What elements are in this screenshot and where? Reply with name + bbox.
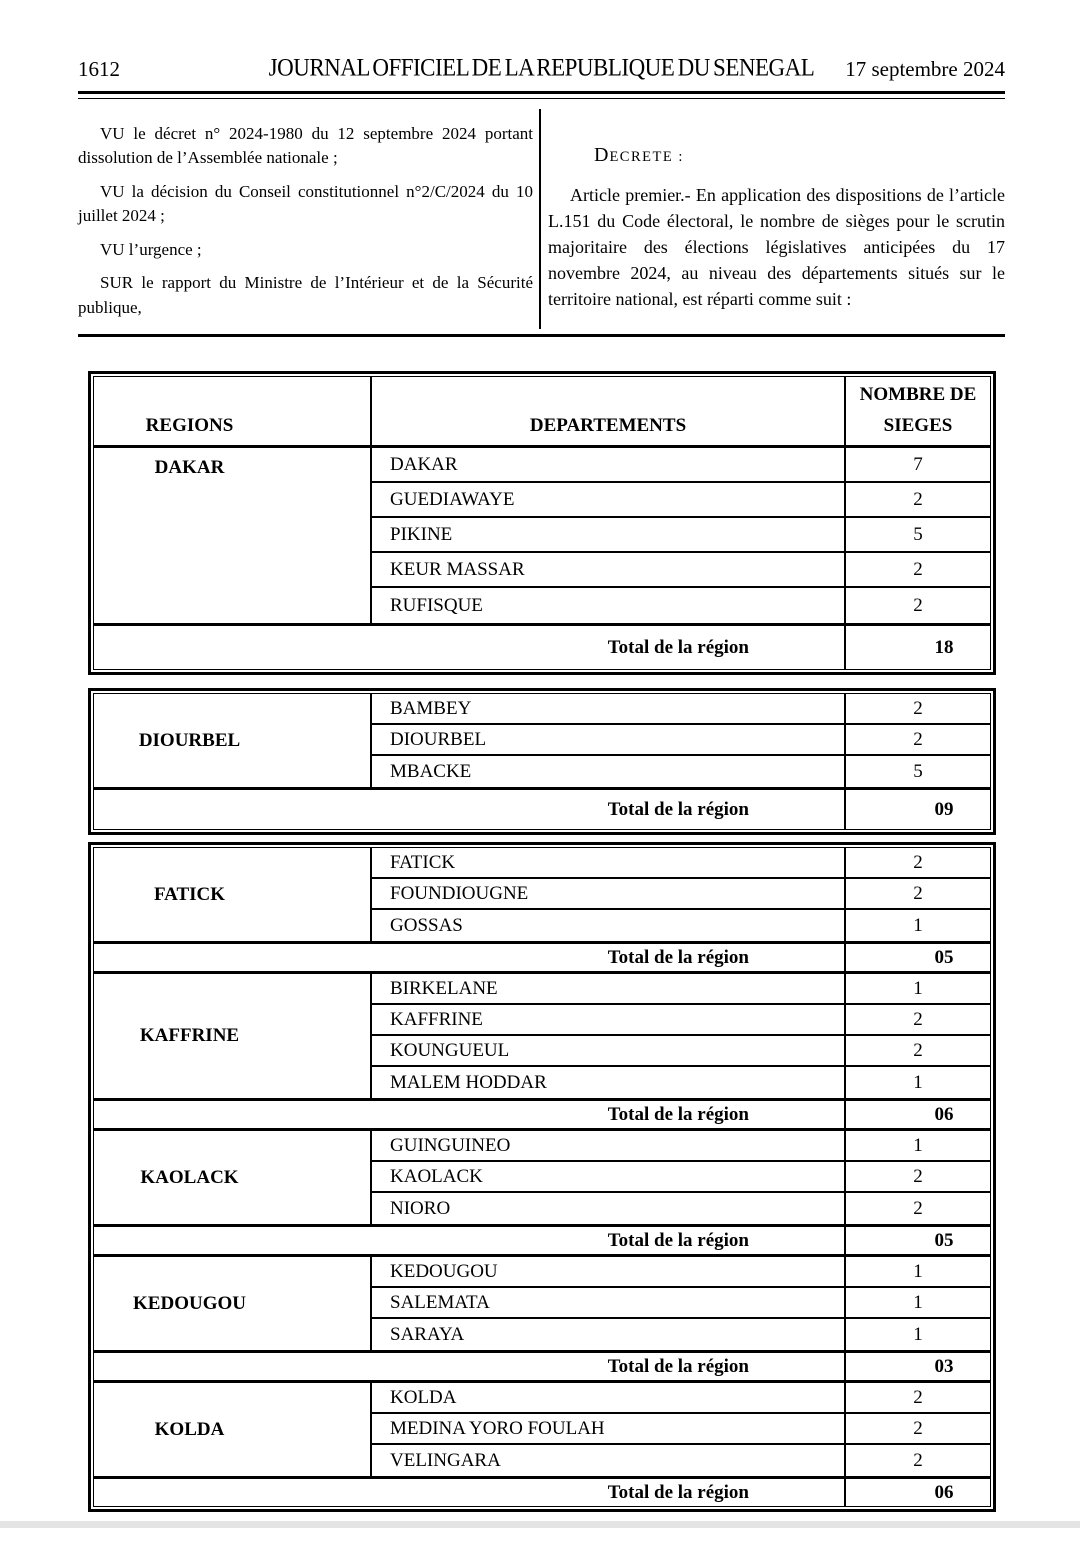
seats-cell: 1 (844, 1067, 990, 1098)
seats-cell: 7 (844, 448, 990, 483)
region-name-cell: KOLDA (94, 1383, 372, 1476)
department-cell: PIKINE (372, 518, 844, 553)
column-header-nombre-de-sieges (844, 377, 990, 445)
header-sieges-line: NOMBRE DE (859, 384, 977, 406)
seats-cell: 2 (844, 1005, 990, 1036)
seats-cell: 2 (844, 1036, 990, 1067)
region-name-cell: KEDOUGOU (94, 1257, 372, 1350)
total-region-value-cell: 03 (844, 1350, 990, 1380)
total-region-label-cell: Total de la région (94, 1350, 844, 1380)
region-group (94, 694, 990, 829)
seats-cell: 1 (844, 1288, 990, 1319)
seats-cell: 2 (844, 553, 990, 588)
department-cell: NIORO (390, 1197, 451, 1219)
column-header-departements: DEPARTEMENTS (529, 415, 687, 437)
total-region-label-cell: Total de la région (94, 787, 844, 829)
seats-cell: 2 (844, 1445, 990, 1476)
region-group (94, 971, 990, 1128)
region-seats-table (88, 688, 996, 835)
region-seats-table (88, 371, 996, 675)
total-region-label-cell: Total de la région (94, 941, 844, 971)
visa-paragraph: VU l’urgence ; (100, 239, 202, 259)
section-rule (78, 334, 1005, 337)
seats-cell: 1 (844, 910, 990, 941)
seats-cell: 2 (844, 694, 990, 725)
masthead-rule-thin (78, 98, 1005, 99)
region-group (94, 1128, 990, 1254)
seats-cell: 2 (844, 1414, 990, 1445)
masthead (78, 52, 1005, 82)
journal-title: JOURNAL OFFICIEL DE LA REPUBLIQUE DU SENEGAL (268, 52, 815, 81)
seats-cell: 5 (844, 756, 990, 787)
left-column (78, 109, 533, 329)
total-region-value-cell: 06 (844, 1476, 990, 1506)
department-cell: GUINGUINEO (372, 1131, 844, 1162)
region-group (94, 448, 990, 669)
right-column (541, 109, 1005, 329)
seats-cell: 1 (844, 1319, 990, 1350)
total-region-label-cell: Total de la région (94, 623, 844, 669)
table-inner-border (93, 693, 991, 830)
seats-cell: 2 (844, 1162, 990, 1193)
table-inner-border (93, 376, 991, 670)
total-region-label-cell: Total de la région (94, 1476, 844, 1506)
region-name-cell: KAOLACK (94, 1131, 372, 1224)
seats-cell: 5 (844, 518, 990, 553)
seats-cell: 2 (844, 879, 990, 910)
department-cell: GOSSAS (390, 914, 463, 936)
total-region-label-cell: Total de la région (94, 1224, 844, 1254)
seat-allocation-tables (88, 371, 996, 1512)
department-cell: MBACKE (390, 760, 472, 782)
seats-cell: 1 (844, 1257, 990, 1288)
region-name-cell: KAFFRINE (94, 974, 372, 1098)
article-premier-paragraph: Article premier.- En application des dispositions de l’article L.151 du Code électoral, le nombre de sièges pour le scrutin majoritaire des élections législatives anticipées du 17 novembre 2024, au niveau des départements situés sur le territoire national, est réparti comme suit : (548, 185, 1005, 310)
department-cell: VELINGARA (390, 1449, 501, 1471)
region-name-cell: DIOURBEL (94, 694, 372, 787)
department-cell: BIRKELANE (372, 974, 844, 1005)
total-region-value-cell: 06 (844, 1098, 990, 1128)
seats-cell: 2 (844, 483, 990, 518)
region-group (94, 848, 990, 971)
department-cell: DIOURBEL (372, 725, 844, 756)
department-cell: RUFISQUE (390, 594, 483, 616)
department-cell: KOLDA (372, 1383, 844, 1414)
department-cell: FATICK (372, 848, 844, 879)
total-region-value-cell: 05 (844, 1224, 990, 1254)
header-sieges-line: SIEGES (883, 415, 953, 437)
department-cell: MALEM HODDAR (390, 1071, 547, 1093)
decree-text-columns (78, 109, 1005, 329)
visa-paragraph: SUR le rapport du Ministre de l’Intérieur et de la Sécurité publique, (78, 273, 533, 317)
department-cell: KAOLACK (372, 1162, 844, 1193)
department-cell: KEDOUGOU (372, 1257, 844, 1288)
department-cell: FOUNDIOUGNE (372, 879, 844, 910)
total-region-value-cell: 05 (844, 941, 990, 971)
visa-paragraph: VU le décret n° 2024-1980 du 12 septembre 2024 portant dissolution de l’Assemblée nationale ; (78, 124, 533, 168)
seats-cell: 2 (844, 848, 990, 879)
department-cell: GUEDIAWAYE (372, 483, 844, 518)
seats-cell: 2 (844, 725, 990, 756)
table-header-row (94, 377, 990, 448)
visa-paragraph: VU la décision du Conseil constitutionnel n°2/C/2024 du 10 juillet 2024 ; (78, 181, 533, 226)
total-region-label-cell: Total de la région (94, 1098, 844, 1128)
seats-cell: 2 (844, 1383, 990, 1414)
seats-cell: 1 (844, 974, 990, 1005)
next-page-edge (0, 1521, 1080, 1528)
region-group (94, 1254, 990, 1380)
total-region-value-cell: 09 (844, 787, 990, 829)
seats-cell: 1 (844, 1131, 990, 1162)
table-inner-border (93, 847, 991, 1507)
seats-cell: 2 (844, 1193, 990, 1224)
department-cell: SARAYA (390, 1323, 465, 1345)
seats-cell: 2 (844, 588, 990, 623)
column-header-regions: REGIONS (94, 377, 372, 445)
department-cell: SALEMATA (372, 1288, 844, 1319)
department-cell: KEUR MASSAR (372, 553, 844, 588)
masthead-rule-thick (78, 91, 1005, 94)
region-name-cell: DAKAR (94, 448, 372, 623)
department-cell: KAFFRINE (372, 1005, 844, 1036)
total-region-value-cell: 18 (844, 623, 990, 669)
department-cell: DAKAR (372, 448, 844, 483)
page-number: 1612 (78, 57, 120, 81)
region-name-cell: FATICK (94, 848, 372, 941)
department-cell: MEDINA YORO FOULAH (372, 1414, 844, 1445)
region-seats-table (88, 842, 996, 1512)
region-group (94, 1380, 990, 1506)
issue-date: 17 septembre 2024 (845, 57, 1005, 81)
decrete-heading: DECRETE : (594, 144, 684, 166)
department-cell: BAMBEY (372, 694, 844, 725)
department-cell: KOUNGUEUL (372, 1036, 844, 1067)
